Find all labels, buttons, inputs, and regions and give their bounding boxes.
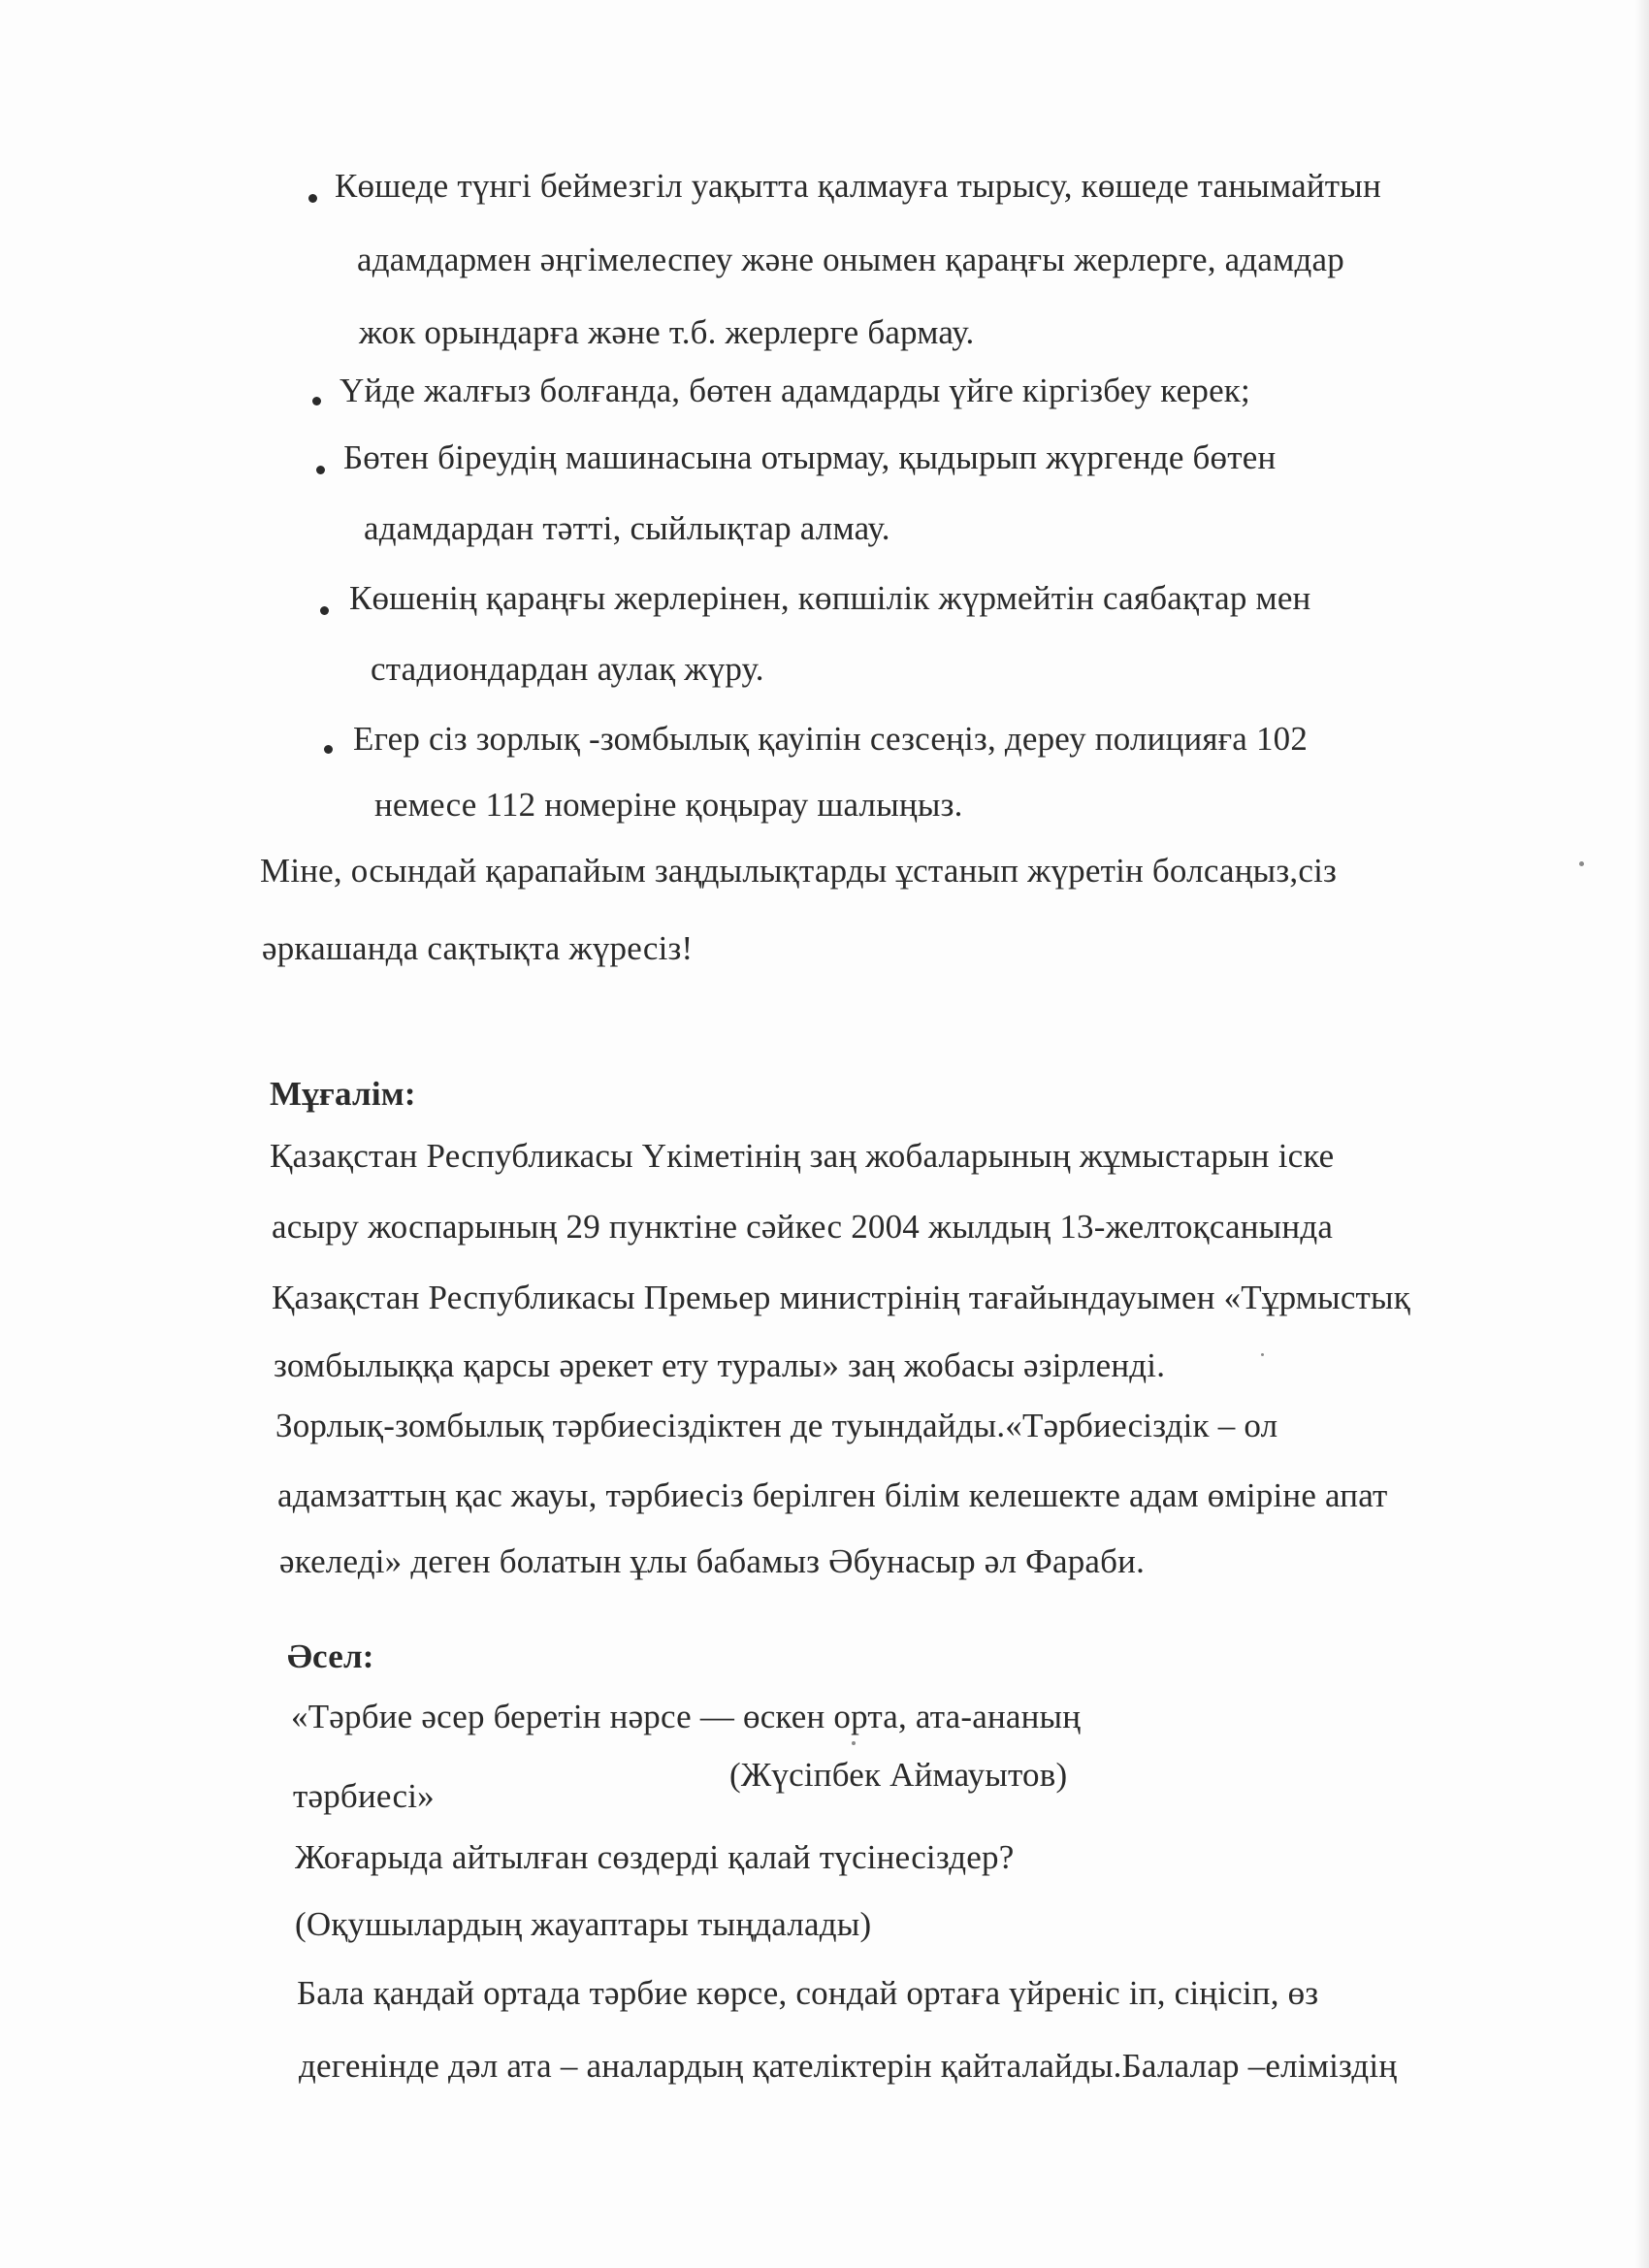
teacher-heading: Мұғалім: (270, 1075, 416, 1113)
scan-speck (1261, 1353, 1264, 1356)
bullet-4-line-2: стадиондардан аулақ жүру. (371, 650, 764, 688)
asel-heading: Әсел: (287, 1637, 374, 1675)
conclusion-line-2: әркашанда сақтықта жүресіз! (262, 929, 694, 967)
bullet-2-line-1: Үйде жалғыз болғанда, бөтен адамдарды үйге кіргізбеу керек; (340, 372, 1250, 409)
bullet-5-line-2: немесе 112 номеріне қоңырау шалыңыз. (374, 786, 963, 824)
bullet-icon (312, 397, 321, 405)
teacher-line-4: зомбылыққа қарсы әрекет ету туралы» заң жобасы әзірленді. (274, 1346, 1166, 1384)
asel-question: Жоғарыда айтылған сөздерді қалай түсінесіздер? (295, 1838, 1015, 1876)
asel-note: (Оқушылардың жауаптары тыңдалады) (295, 1905, 872, 1943)
asel-line-1: Бала қандай ортада тәрбие көрсе, сондай ортаға үйреніс іп, сіңісіп, өз (297, 1974, 1319, 2012)
bullet-3-line-1: Бөтен біреудің машинасына отырмау, қыдырып жүргенде бөтен (343, 438, 1277, 476)
asel-line-2: дегенінде дәл ата – аналардың қателіктерін қайталайды.Балалар –еліміздің (299, 2047, 1398, 2085)
bullet-icon (324, 745, 333, 754)
teacher-line-5: Зорлық-зомбылық тәрбиесіздіктен де туындайды.«Тәрбиесіздік – ол (275, 1407, 1278, 1444)
bullet-1-line-3: жок орындарға және т.б. жерлерге бармау. (359, 313, 975, 351)
asel-quote-author: (Жүсіпбек Аймауытов) (729, 1756, 1068, 1794)
teacher-line-2: асыру жоспарының 29 пунктіне сәйкес 2004 жылдың 13-желтоқсанында (272, 1208, 1334, 1246)
teacher-line-1: Қазақстан Республикасы Үкіметінің заң жобаларының жұмыстарын іске (270, 1137, 1335, 1175)
bullet-4-line-1: Көшенің қараңғы жерлерінен, көпшілік жүрмейтін саябақтар мен (349, 579, 1311, 617)
scan-speck (852, 1741, 856, 1745)
teacher-line-7: әкеледі» деген болатын ұлы бабамыз Әбунасыр әл Фараби. (279, 1542, 1146, 1580)
bullet-icon (308, 194, 317, 203)
bullet-3-line-2: адамдардан тәтті, сыйлықтар алмау. (364, 509, 890, 547)
bullet-5-line-1: Егер сіз зорлық -зомбылық қауіпін сезсеңіз, дереу полицияға 102 (353, 720, 1309, 758)
asel-quote-line-1: «Тәрбие әсер беретін нәрсе — өскен орта, ата-ананың (291, 1698, 1082, 1735)
teacher-line-6: адамзаттың қас жауы, тәрбиесіз берілген білім келешекте адам өміріне апат (277, 1476, 1388, 1514)
page-edge-shadow (1635, 0, 1649, 2268)
bullet-icon (320, 606, 329, 615)
asel-quote-line-2: тәрбиесі» (293, 1777, 435, 1815)
conclusion-line-1: Міне, осындай қарапайым заңдылықтарды ұстанып жүретін болсаңыз,сіз (260, 852, 1338, 890)
bullet-1-line-2: адамдармен әңгімелеспеу және онымен қараңғы жерлерге, адамдар (357, 241, 1344, 278)
teacher-line-3: Қазақстан Республикасы Премьер министрінің тағайындауымен «Тұрмыстық (272, 1279, 1410, 1316)
scan-speck (1579, 861, 1584, 866)
bullet-icon (316, 466, 325, 474)
bullet-1-line-1: Көшеде түнгі беймезгіл уақытта қалмауға тырысу, көшеде танымайтын (335, 167, 1381, 205)
